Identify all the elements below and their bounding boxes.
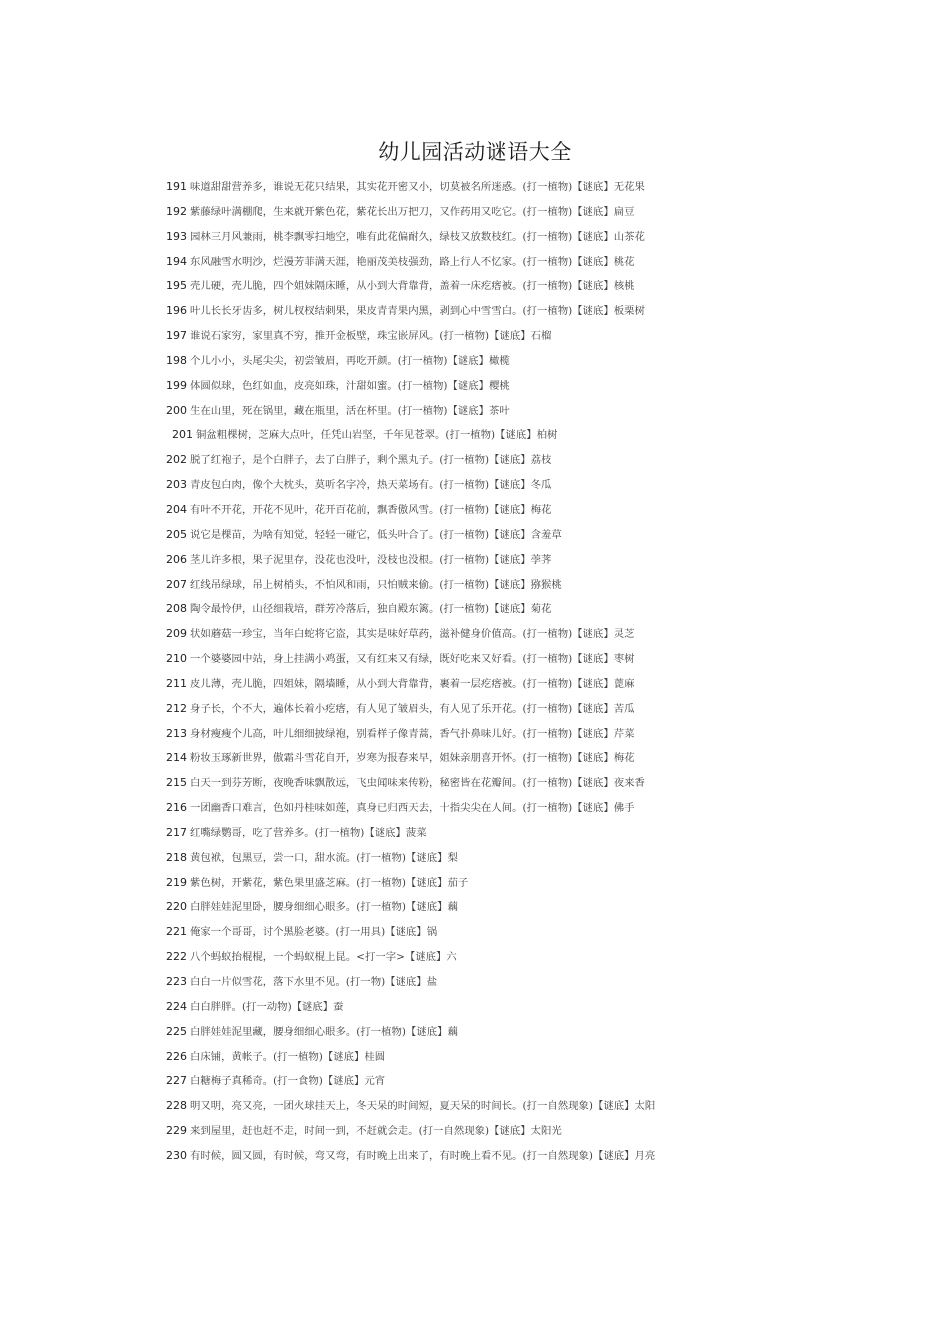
riddle-text: 白天一到芬芳断，夜晚香味飘散远，飞虫闻味来传粉，秘密皆在花瓣间。(打一植物)【谜底】夜来香 bbox=[190, 777, 645, 790]
riddle-text: 东风融雪水明沙，烂漫芳菲满天涯，艳丽茂美枝强劲，路上行人不忆家。(打一植物)【谜底】桃花 bbox=[190, 255, 635, 268]
riddle-text: 个儿小小，头尾尖尖，初尝皱眉，再吃开颜。(打一植物)【谜底】橄榄 bbox=[190, 354, 510, 367]
riddle-text: 明又明，亮又亮，一团火球挂天上，冬天呆的时间短，夏天呆的时间长。(打一自然现象)【谜底】太阳 bbox=[190, 1100, 656, 1113]
riddle-number: 214 bbox=[166, 751, 187, 765]
riddle-item bbox=[166, 202, 886, 227]
riddle-text: 白床铺，黄帐子。(打一植物)【谜底】桂圆 bbox=[190, 1050, 386, 1063]
riddle-number: 215 bbox=[166, 776, 187, 790]
riddle-number: 226 bbox=[166, 1049, 187, 1063]
riddle-number: 193 bbox=[166, 229, 187, 243]
riddle-item bbox=[166, 1146, 886, 1171]
riddle-item bbox=[166, 599, 886, 624]
riddle-item bbox=[166, 450, 886, 475]
riddle-number: 194 bbox=[166, 254, 187, 268]
riddle-number: 216 bbox=[166, 801, 187, 815]
riddle-text: 谁说石家穷，家里真不穷，推开金板壁，珠宝嵌屏风。(打一植物)【谜底】石榴 bbox=[190, 330, 552, 343]
riddle-item bbox=[166, 575, 886, 600]
riddle-number: 230 bbox=[166, 1148, 187, 1162]
riddle-number: 198 bbox=[166, 353, 187, 367]
riddle-item bbox=[166, 177, 886, 202]
riddle-text: 叶儿长长牙齿多，树儿杈杈结刺果，果皮青青果内黑，剥到心中雪雪白。(打一植物)【谜底】板栗树 bbox=[190, 305, 645, 318]
riddle-text: 皮儿薄，壳儿脆，四姐妹，隔墙睡，从小到大背靠背，裹着一层疙瘩被。(打一植物)【谜底】蓖麻 bbox=[190, 677, 635, 690]
riddle-number: 222 bbox=[166, 950, 187, 964]
riddle-number: 219 bbox=[166, 875, 187, 889]
riddle-number: 211 bbox=[166, 676, 187, 690]
riddle-number: 201 bbox=[172, 428, 193, 442]
riddle-item bbox=[166, 1071, 886, 1096]
riddle-number: 202 bbox=[166, 453, 187, 467]
riddle-text: 有叶不开花，开花不见叶，花开百花前，飘香傲风雪。(打一植物)【谜底】梅花 bbox=[190, 503, 552, 516]
riddle-text: 白胖娃娃泥里藏，腰身细细心眼多。(打一植物)【谜底】藕 bbox=[190, 1025, 458, 1038]
riddle-item bbox=[166, 699, 886, 724]
riddle-item bbox=[166, 823, 886, 848]
riddle-item bbox=[166, 401, 886, 426]
riddle-number: 228 bbox=[166, 1099, 187, 1113]
riddle-text: 身子长，个不大，遍体长着小疙瘩，有人见了皱眉头，有人见了乐开花。(打一植物)【谜底】苦瓜 bbox=[190, 702, 635, 715]
riddle-number: 196 bbox=[166, 304, 187, 318]
riddle-item bbox=[166, 922, 886, 947]
riddle-item bbox=[166, 873, 886, 898]
riddle-text: 园林三月风兼雨，桃李飘零扫地空，唯有此花偏耐久，绿枝又放数枝红。(打一植物)【谜底】山茶花 bbox=[190, 230, 645, 243]
riddle-item bbox=[166, 724, 886, 749]
riddle-item bbox=[166, 276, 886, 301]
riddle-number: 206 bbox=[166, 552, 187, 566]
riddle-number: 207 bbox=[166, 577, 187, 591]
riddle-text: 八个蚂蚁抬棍棍，一个蚂蚁棍上昆。<打一字>【谜底】六 bbox=[190, 951, 457, 964]
riddle-item bbox=[166, 425, 886, 450]
riddle-text: 粉妆玉琢新世界，傲霜斗雪花自开，岁寒为报春来早，姐妹亲朋喜开怀。(打一植物)【谜底】梅花 bbox=[190, 752, 635, 765]
riddle-text: 白白胖胖。(打一动物)【谜底】蚕 bbox=[190, 1000, 344, 1013]
riddle-item bbox=[166, 1022, 886, 1047]
riddle-text: 身材瘦瘦个儿高，叶儿细细披绿袍，别看样子像青蒿，香气扑鼻味儿好。(打一植物)【谜底】芹菜 bbox=[190, 727, 635, 740]
riddle-number: 205 bbox=[166, 527, 187, 541]
riddle-item bbox=[166, 649, 886, 674]
riddle-text: 铜盆粗棵树，芝麻大点叶，任凭山岩坚，千年见苍翠。(打一植物)【谜底】柏树 bbox=[196, 429, 558, 442]
riddle-item bbox=[166, 525, 886, 550]
riddle-item bbox=[166, 674, 886, 699]
riddle-item bbox=[166, 748, 886, 773]
riddle-item bbox=[166, 550, 886, 575]
riddle-item bbox=[166, 326, 886, 351]
riddle-number: 200 bbox=[166, 403, 187, 417]
riddle-number: 221 bbox=[166, 925, 187, 939]
page-title: 幼儿园活动谜语大全 bbox=[378, 140, 572, 164]
riddle-item bbox=[166, 376, 886, 401]
riddle-list bbox=[166, 177, 886, 1171]
riddle-number: 197 bbox=[166, 329, 187, 343]
riddle-number: 227 bbox=[166, 1074, 187, 1088]
riddle-number: 218 bbox=[166, 850, 187, 864]
riddle-number: 210 bbox=[166, 652, 187, 666]
riddle-item bbox=[166, 500, 886, 525]
riddle-number: 225 bbox=[166, 1024, 187, 1038]
riddle-text: 来到屋里，赶也赶不走，时间一到，不赶就会走。(打一自然现象)【谜底】太阳光 bbox=[190, 1125, 562, 1138]
riddle-item bbox=[166, 252, 886, 277]
riddle-text: 状如蘑菇一珍宝，当年白蛇将它盗，其实是味好草药，滋补健身价值高。(打一植物)【谜底】灵芝 bbox=[190, 628, 635, 641]
riddle-item bbox=[166, 1096, 886, 1121]
riddle-number: 191 bbox=[166, 180, 187, 193]
riddle-number: 192 bbox=[166, 204, 187, 218]
riddle-text: 紫色树，开紫花，紫色果里盛芝麻。(打一植物)【谜底】茄子 bbox=[190, 876, 469, 889]
riddle-text: 青皮包白肉，像个大枕头，莫听名字冷，热天菜场有。(打一植物)【谜底】冬瓜 bbox=[190, 479, 552, 492]
riddle-text: 黄包袱，包黑豆，尝一口，甜水流。(打一植物)【谜底】梨 bbox=[190, 851, 458, 864]
riddle-item bbox=[166, 848, 886, 873]
riddle-number: 203 bbox=[166, 478, 187, 492]
riddle-number: 213 bbox=[166, 726, 187, 740]
riddle-number: 209 bbox=[166, 627, 187, 641]
riddle-text: 体圆似球，色红如血，皮亮如珠，汁甜如蜜。(打一植物)【谜底】樱桃 bbox=[190, 379, 510, 392]
riddle-number: 223 bbox=[166, 975, 187, 988]
riddle-number: 220 bbox=[166, 900, 187, 914]
riddle-item bbox=[166, 475, 886, 500]
riddle-item bbox=[166, 351, 886, 376]
riddle-text: 一个婆婆园中站，身上挂满小鸡蛋，又有红来又有绿，既好吃来又好看。(打一植物)【谜底】枣树 bbox=[190, 653, 635, 666]
riddle-item bbox=[166, 1121, 886, 1146]
riddle-number: 217 bbox=[166, 825, 187, 839]
riddle-text: 俺家一个哥哥，讨个黑脸老婆。(打一用具)【谜底】锅 bbox=[190, 926, 438, 939]
riddle-item bbox=[166, 301, 886, 326]
riddle-item bbox=[166, 947, 886, 972]
riddle-text: 壳儿硬，壳儿脆，四个姐妹隔床睡，从小到大背靠背，盖着一床疙瘩被。(打一植物)【谜底】核桃 bbox=[190, 280, 635, 293]
riddle-text: 有时候，圆又圆，有时候，弯又弯，有时晚上出来了，有时晚上看不见。(打一自然现象)【谜底】月亮 bbox=[190, 1149, 656, 1162]
riddle-text: 陶令最怜伊，山径细栽培，群芳冷落后，独自殿东篱。(打一植物)【谜底】菊花 bbox=[190, 603, 552, 616]
riddle-item bbox=[166, 227, 886, 252]
riddle-text: 茎儿许多根，果子泥里存，没花也没叶，没枝也没根。(打一植物)【谜底】荸荠 bbox=[190, 553, 552, 566]
riddle-text: 红嘴绿鹦哥，吃了营养多。(打一植物)【谜底】菠菜 bbox=[190, 826, 427, 839]
riddle-number: 212 bbox=[166, 701, 187, 715]
riddle-text: 紫藤绿叶满棚爬，生来就开紫色花，紫花长出万把刀，又作药用又吃它。(打一植物)【谜底】扁豆 bbox=[190, 205, 635, 218]
riddle-number: 195 bbox=[166, 279, 187, 293]
riddle-text: 白胖娃娃泥里卧，腰身细细心眼多。(打一植物)【谜底】藕 bbox=[190, 901, 458, 914]
riddle-text: 味道甜甜营养多，谁说无花只结果，其实花开密又小，切莫被名所迷惑。(打一植物)【谜底】无花果 bbox=[190, 181, 645, 193]
riddle-item bbox=[166, 624, 886, 649]
riddle-number: 204 bbox=[166, 502, 187, 516]
riddle-number: 208 bbox=[166, 602, 187, 616]
riddle-number: 229 bbox=[166, 1124, 187, 1138]
riddle-item bbox=[166, 897, 886, 922]
riddle-item bbox=[166, 1047, 886, 1072]
riddle-text: 说它是棵苗，为啥有知觉，轻轻一碰它，低头叶合了。(打一植物)【谜底】含羞草 bbox=[190, 528, 562, 541]
riddle-text: 白糖梅子真稀奇。(打一食物)【谜底】元宵 bbox=[190, 1075, 386, 1088]
riddle-text: 一团幽香口难言，色如丹桂味如莲，真身已归西天去，十指尖尖在人间。(打一植物)【谜底】佛手 bbox=[190, 802, 635, 815]
riddle-item bbox=[166, 798, 886, 823]
riddle-text: 生在山里，死在锅里，藏在瓶里，活在杯里。(打一植物)【谜底】茶叶 bbox=[190, 404, 510, 417]
riddle-number: 199 bbox=[166, 378, 187, 392]
riddle-number: 224 bbox=[166, 999, 187, 1013]
riddle-text: 红线吊绿球，吊上树梢头，不怕风和雨，只怕贼来偷。(打一植物)【谜底】猕猴桃 bbox=[190, 578, 562, 591]
riddle-text: 脱了红袍子，是个白胖子，去了白胖子，剩个黑丸子。(打一植物)【谜底】荔枝 bbox=[190, 454, 552, 467]
riddle-item bbox=[166, 773, 886, 798]
riddle-item bbox=[166, 972, 886, 997]
riddle-text: 白白一片似雪花，落下水里不见。(打一物)【谜底】盐 bbox=[190, 976, 438, 988]
riddle-item bbox=[166, 997, 886, 1022]
